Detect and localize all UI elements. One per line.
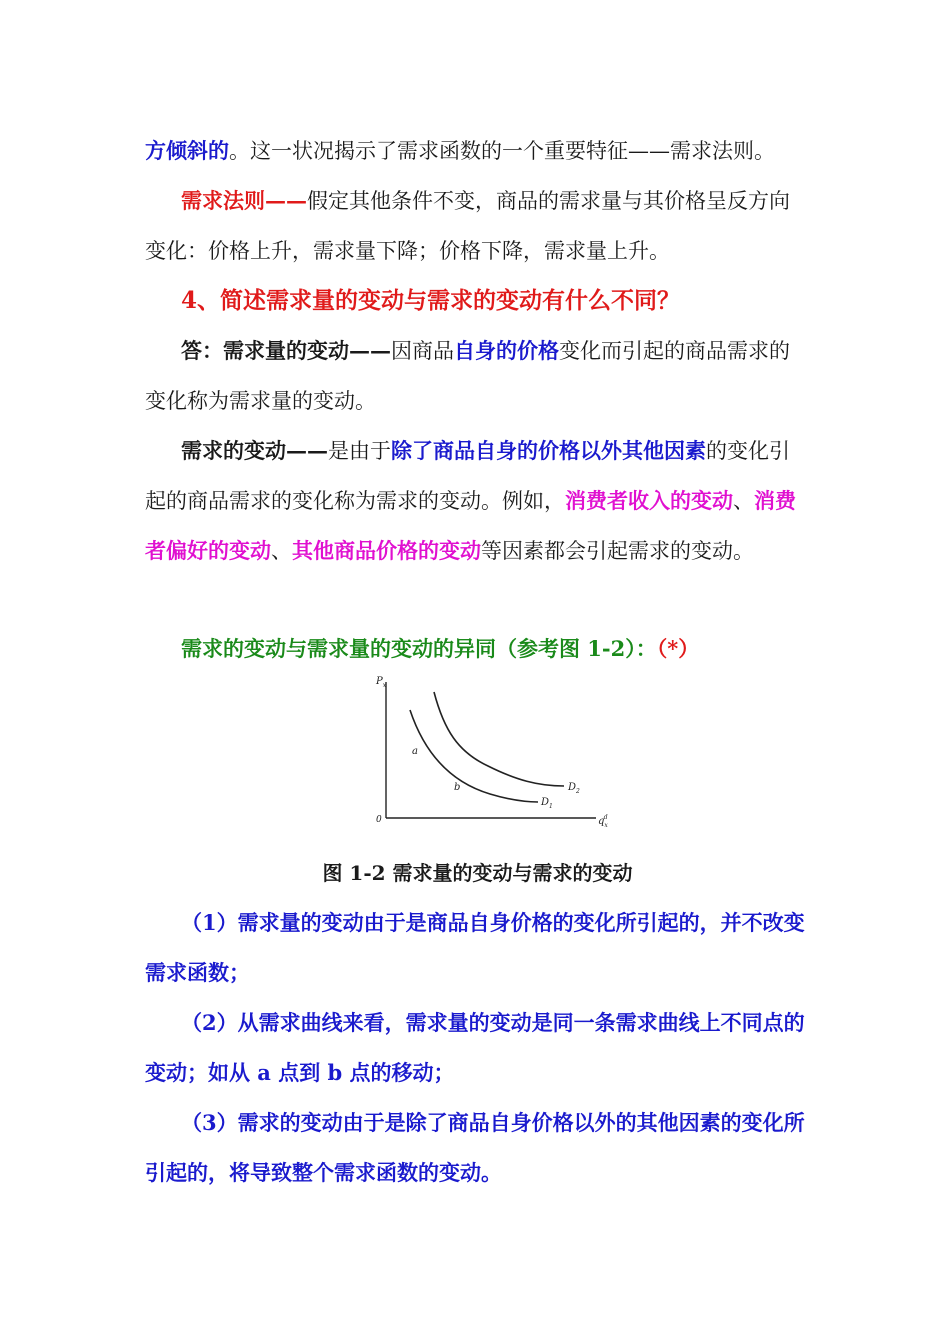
paragraph-text: 假定其他条件不变，商品的需求量与其价格呈反方向变化：价格上升，需求量下降；价格下降，需求量上升。 <box>145 189 790 263</box>
paragraph-text: 因商品 <box>391 339 454 363</box>
paragraph-demand-law <box>145 176 810 276</box>
paragraph-comparison-heading <box>145 624 810 674</box>
comparison-heading: 需求的变动与需求量的变动的异同（参考图 1-2）： <box>181 636 657 661</box>
x-axis-label: $q_xd$ <box>598 814 608 829</box>
paragraph-text: 是由于 <box>328 439 391 463</box>
list-item-1: （1）需求量的变动由于是商品自身价格的变化所引起的，并不改变需求函数； <box>145 910 805 985</box>
separator: 、 <box>733 489 754 513</box>
answer-label: 答：需求量的变动—— <box>181 338 391 363</box>
figure-caption: 图 1-2 需求量的变动与需求的变动 <box>322 861 633 885</box>
emphasis-downward-slope: 方倾斜的 <box>145 138 229 163</box>
curve-d1 <box>410 710 538 802</box>
curve-d1-label: $D_1$ <box>541 797 553 810</box>
curve-d2-label: $D_2$ <box>568 782 580 795</box>
example-income-change: 消费者收入的变动 <box>565 488 733 513</box>
paragraph-text: 的变化引起的商品需求的变化称为需求的变动。例如， <box>145 439 790 513</box>
curve-d2 <box>434 692 564 786</box>
emphasis-other-factors: 除了商品自身的价格以外其他因素 <box>391 438 706 463</box>
paragraph-quantity-demanded-change <box>145 326 810 426</box>
emphasis-own-price: 自身的价格 <box>454 338 559 363</box>
term-demand-change: 需求的变动—— <box>181 438 328 463</box>
term-demand-law: 需求法则—— <box>181 188 307 213</box>
list-item-2: （2）从需求曲线来看，需求量的变动是同一条需求曲线上不同点的变动；如从 a 点到 b 点的移动； <box>145 1010 805 1085</box>
paragraph-text: 。这一状况揭示了需求函数的一个重要特征——需求法则。 <box>229 139 775 163</box>
origin-label: 0 <box>376 815 382 825</box>
list-item-3: （3）需求的变动由于是除了商品自身价格以外的其他因素的变化所引起的，将导致整个需求函数的变动。 <box>145 1110 805 1185</box>
separator: 、 <box>271 539 292 563</box>
example-preference-change: 消费者偏好的变动 <box>145 488 796 563</box>
paragraph-demand-change <box>145 426 810 576</box>
point-a-label: a <box>412 746 418 757</box>
example-other-price-change: 其他商品价格的变动 <box>292 538 481 563</box>
paragraph-text: 等因素都会引起需求的变动。 <box>481 539 754 563</box>
point-b-label: b <box>454 782 461 793</box>
y-axis-label: $P_x$ <box>376 676 387 689</box>
demand-curve-figure <box>370 672 620 832</box>
paragraph-text: 变化而引起的商品需求的变化称为需求量的变动。 <box>145 339 790 413</box>
paragraph-demand-law-intro <box>145 126 810 176</box>
importance-mark: （*） <box>656 636 700 661</box>
question-4-heading: 4、简述需求量的变动与需求的变动有什么不同？ <box>181 287 681 314</box>
